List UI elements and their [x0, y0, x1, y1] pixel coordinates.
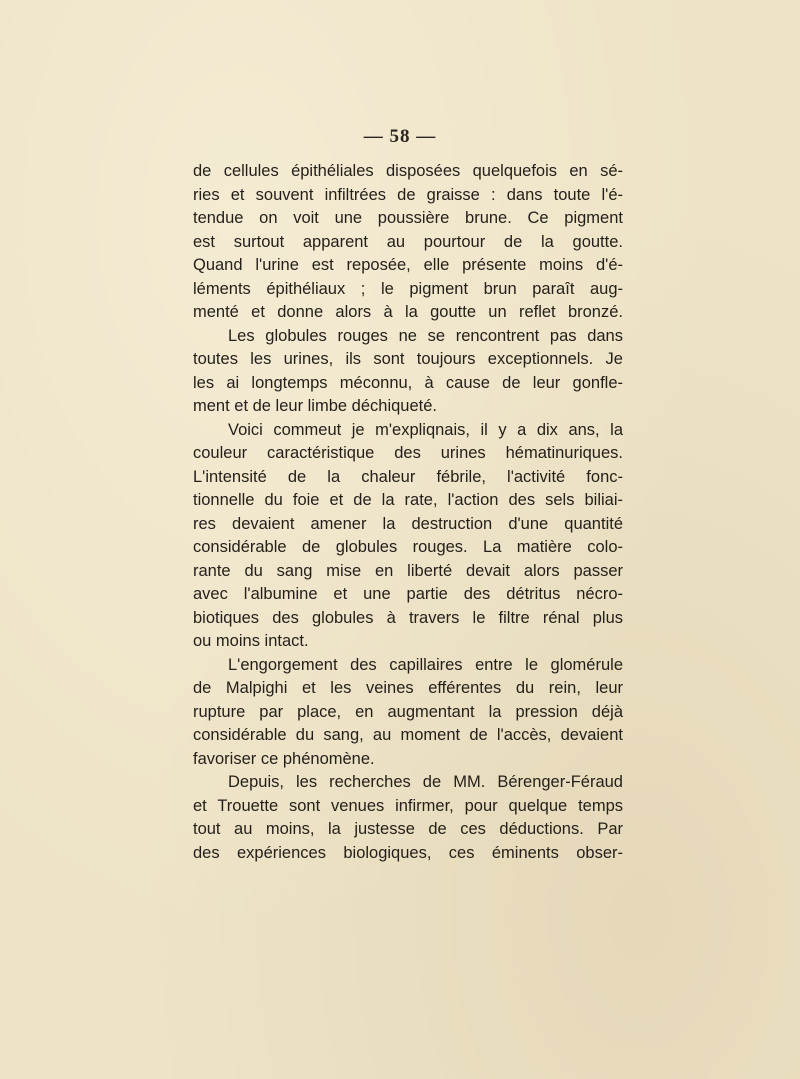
page-number: — 58 — — [363, 126, 437, 147]
text-line: toutes les urines, ils sont toujours exceptionnels. Je — [193, 350, 623, 368]
text-line: res devaient amener la destruction d'une quantité — [193, 514, 623, 533]
text-line: considérable de globules rouges. La matière colo- — [193, 538, 623, 556]
text-line: biotiques des globules à travers le filtre rénal plus — [193, 608, 623, 627]
text-line: et Trouette sont venues infirmer, pour quelque temps — [193, 796, 623, 815]
text-line: tionnelle du foie et de la rate, l'action des sels biliai- — [193, 491, 623, 509]
text-line: Quand l'urine est reposée, elle présente moins d'é- — [193, 256, 623, 274]
text-line: des expériences biologiques, ces éminents obser- — [193, 843, 623, 862]
text-line: considérable du sang, au moment de l'accès, devaient — [193, 726, 623, 744]
text-line: favoriser ce phénomène. — [193, 749, 375, 768]
text-line: couleur caractéristique des urines hématinuriques. — [193, 444, 623, 462]
body-text — [193, 160, 623, 865]
text-line: léments épithéliaux ; le pigment brun paraît aug- — [193, 279, 623, 298]
text-line: est surtout apparent au pourtour de la goutte. — [193, 232, 623, 251]
text-line: rante du sang mise en liberté devait alors passer — [193, 561, 623, 580]
text-line: ries et souvent infiltrées de graisse : dans toute l'é- — [193, 185, 623, 204]
text-line: menté et donne alors à la goutte un reflet bronzé. — [193, 303, 623, 321]
text-line: L'intensité de la chaleur fébrile, l'activité fonc- — [193, 467, 623, 486]
text-line: ment et de leur limbe déchiqueté. — [193, 397, 437, 415]
text-line: Voici commeut je m'expliqnais, il y a dix ans, la — [228, 420, 623, 439]
text-line: les ai longtemps méconnu, à cause de leur gonfle- — [193, 373, 623, 392]
text-line: ou moins intact. — [193, 632, 309, 650]
text-line: L'engorgement des capillaires entre le glomérule — [228, 655, 623, 674]
text-line: de Malpighi et les veines efférentes du rein, leur — [193, 679, 623, 697]
text-line: rupture par place, en augmentant la pression déjà — [193, 702, 623, 721]
text-line: tendue on voit une poussière brune. Ce pigment — [193, 209, 623, 227]
text-line: de cellules épithéliales disposées quelquefois en sé- — [193, 162, 623, 180]
text-line: Les globules rouges ne se rencontrent pas dans — [228, 326, 623, 345]
text-line: Depuis, les recherches de MM. Bérenger-Féraud — [228, 773, 623, 791]
text-line: tout au moins, la justesse de ces déductions. Par — [193, 820, 623, 838]
text-line: avec l'albumine et une partie des détritus nécro- — [193, 585, 623, 603]
